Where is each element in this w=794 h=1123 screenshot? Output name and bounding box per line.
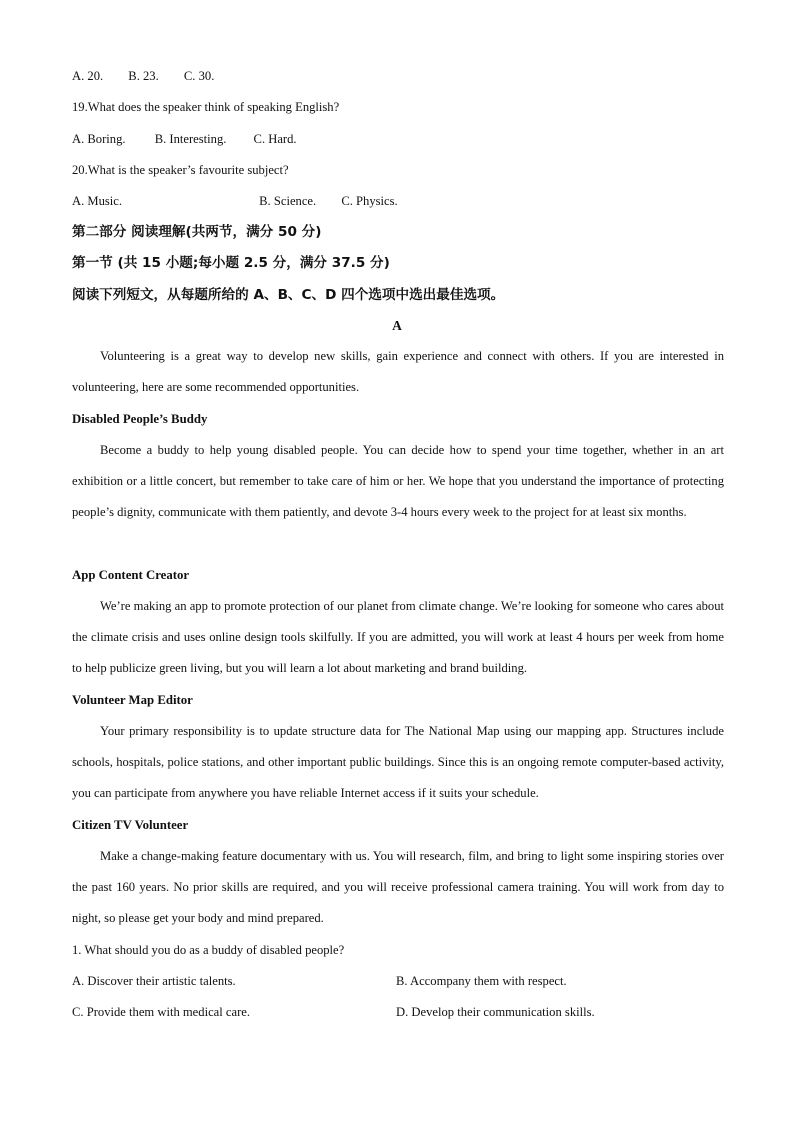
q20-stem: 20.What is the speaker’s favourite subject? [72, 163, 289, 177]
section-heading-citizen-tv: Citizen TV Volunteer [72, 818, 189, 832]
q19-stem: 19.What does the speaker think of speaking English? [72, 100, 340, 114]
section-body-map-editor: Your primary responsibility is to update structure data for The National Map using our mapping app. Structures include schools, hospitals, police stations, and other important public buildings. Since this is an ongoing remote computer-based activity, you can participate from anywhere you have reliable Internet access if it suits your schedule. [72, 724, 724, 801]
q1-option-c: C. Provide them with medical care. [72, 1005, 251, 1019]
q20-option-b: B. Science. [259, 194, 317, 208]
q1-option-d: D. Develop their communication skills. [396, 1005, 595, 1019]
q20-option-a: A. Music. [72, 194, 123, 208]
section-heading-app-creator: App Content Creator [72, 568, 190, 582]
q20-option-c: C. Physics. [341, 194, 398, 208]
q18-option-b: B. 23. [128, 69, 159, 83]
part2-title: 第二部分 阅读理解(共两节，满分 50 分) [72, 224, 322, 240]
intro-paragraph: Volunteering is a great way to develop new skills, gain experience and connect with others. If you are interested in volunteering, here are some recommended opportunities. [72, 349, 724, 395]
q19-option-a: A. Boring. [72, 132, 126, 146]
q1-option-a: A. Discover their artistic talents. [72, 974, 236, 988]
q19-option-b: B. Interesting. [154, 132, 227, 146]
section-body-buddy: Become a buddy to help young disabled people. You can decide how to spend your time together, whether in an art exhibition or a little concert, but remember to take care of him or her. We hope that you understand the importance of protecting people’s dignity, communicate with them patiently, and devote 3-4 hours every week to the project for at least six months. [72, 443, 724, 520]
q18-option-a: A. 20. [72, 69, 104, 83]
q19-options [72, 131, 297, 147]
q1-option-b: B. Accompany them with respect. [396, 974, 567, 988]
section-body-app-creator: We’re making an app to promote protection of our planet from climate change. We’re looking for someone who cares about the climate crisis and uses online design tools skilfully. If you are admitted, you will work at least 4 hours per week from home to help publicize green living, but you will learn a lot about marketing and brand building. [72, 599, 724, 676]
section1-title: 第一节 (共 15 小题;每小题 2.5 分，满分 37.5 分) [72, 255, 390, 271]
q19-option-c: C. Hard. [253, 132, 297, 146]
q18-options [72, 68, 214, 84]
q18-option-c: C. 30. [183, 69, 215, 83]
reading-instructions: 阅读下列短文，从每题所给的 A、B、C、D 四个选项中选出最佳选项。 [72, 287, 505, 303]
section-heading-buddy: Disabled People’s Buddy [72, 412, 208, 426]
q1-stem: 1. What should you do as a buddy of disabled people? [72, 943, 345, 957]
section-heading-map-editor: Volunteer Map Editor [72, 693, 193, 707]
section-body-citizen-tv: Make a change-making feature documentary with us. You will research, film, and bring to light some inspiring stories over the past 160 years. No prior skills are required, and you will receive professional camera training. You will work from day to night, so please get your body and mind prepared. [72, 849, 724, 926]
passage-letter: A [392, 318, 402, 333]
q20-options [72, 193, 398, 209]
